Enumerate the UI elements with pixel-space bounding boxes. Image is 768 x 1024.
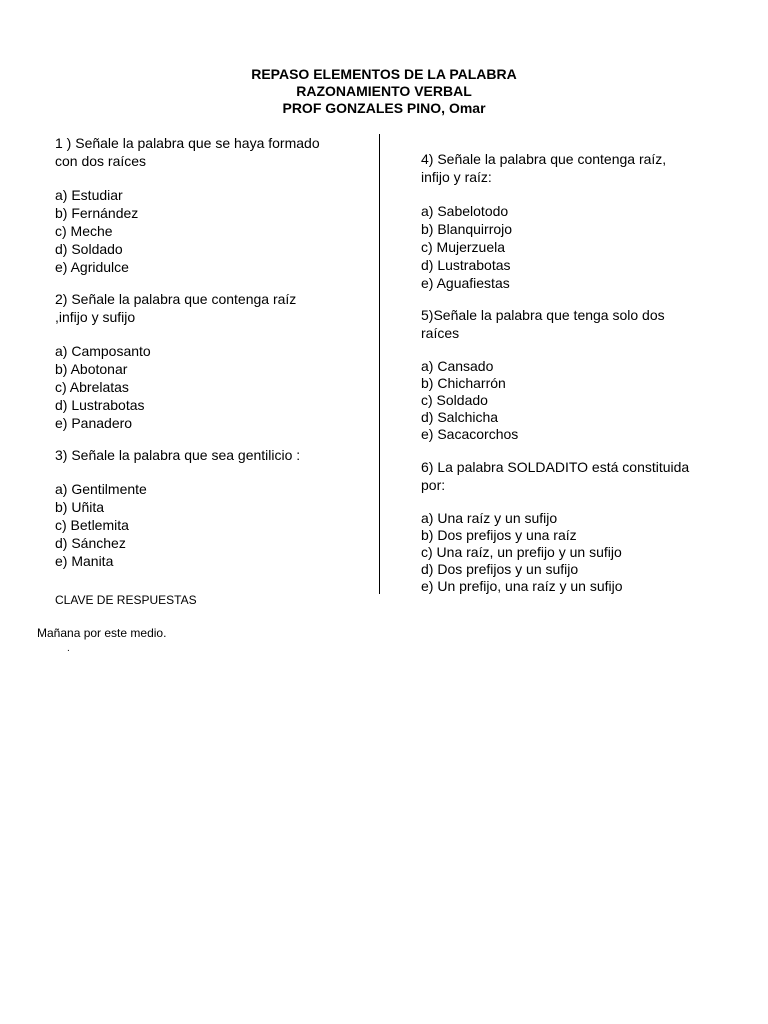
footer-note: Mañana por este medio.: [37, 626, 167, 640]
column-divider: [379, 134, 380, 594]
question-3-prompt-line-1: 3) Señale la palabra que sea gentilicio :: [55, 447, 301, 463]
question-5: [421, 306, 721, 458]
option-b: b) Abotonar: [55, 361, 128, 377]
option-a: a) Sabelotodo: [421, 203, 509, 219]
right-column: [421, 150, 721, 595]
question-2-prompt-line-2: ,infijo y sufijo: [55, 309, 136, 325]
question-2: [55, 290, 355, 446]
question-5-prompt-line-1: 5)Señale la palabra que tenga solo dos: [421, 307, 665, 323]
question-4-options: [421, 202, 721, 292]
option-b: b) Chicharrón: [421, 375, 506, 391]
option-a: a) Estudiar: [55, 187, 123, 203]
option-e: e) Aguafiestas: [421, 275, 510, 291]
option-d: d) Lustrabotas: [421, 257, 511, 273]
option-d: d) Salchicha: [421, 409, 499, 425]
option-e: e) Manita: [55, 553, 114, 569]
option-d: d) Lustrabotas: [55, 397, 145, 413]
question-5-prompt-line-2: raíces: [421, 325, 460, 341]
option-e: e) Sacacorchos: [421, 426, 519, 442]
question-4-prompt-line-1: 4) Señale la palabra que contenga raíz,: [421, 151, 667, 167]
question-2-prompt-line-1: 2) Señale la palabra que contenga raíz: [55, 291, 297, 307]
option-a: a) Gentilmente: [55, 481, 147, 497]
option-c: c) Soldado: [421, 392, 488, 408]
answer-key-heading: CLAVE DE RESPUESTAS: [55, 593, 197, 607]
option-e: e) Agridulce: [55, 259, 129, 275]
question-6: [421, 458, 721, 595]
question-4: [421, 150, 721, 306]
option-b: b) Uñita: [55, 499, 105, 515]
question-6-prompt-line-1: 6) La palabra SOLDADITO está constituida: [421, 459, 690, 475]
option-c: c) Betlemita: [55, 517, 129, 533]
document-header: [0, 66, 768, 117]
question-3-options: [55, 480, 355, 570]
option-c: c) Una raíz, un prefijo y un sufijo: [421, 544, 622, 560]
title-line-3: PROF GONZALES PINO, Omar: [282, 100, 486, 116]
left-column: [55, 134, 355, 570]
option-c: c) Mujerzuela: [421, 239, 506, 255]
title-line-2: RAZONAMIENTO VERBAL: [296, 83, 472, 99]
question-6-options: [421, 510, 721, 595]
option-b: b) Dos prefijos y una raíz: [421, 527, 577, 543]
option-d: d) Sánchez: [55, 535, 126, 551]
option-c: c) Abrelatas: [55, 379, 129, 395]
option-d: d) Soldado: [55, 241, 123, 257]
question-1-options: [55, 186, 355, 276]
question-3: [55, 446, 355, 570]
option-a: a) Cansado: [421, 358, 494, 374]
option-d: d) Dos prefijos y un sufijo: [421, 561, 579, 577]
stray-dot: .: [67, 643, 70, 654]
option-e: e) Un prefijo, una raíz y un sufijo: [421, 578, 623, 594]
question-6-prompt-line-2: por:: [421, 477, 446, 493]
question-5-options: [421, 358, 721, 443]
option-b: b) Fernández: [55, 205, 139, 221]
question-1-prompt-line-1: 1 ) Señale la palabra que se haya formado: [55, 135, 320, 151]
option-e: e) Panadero: [55, 415, 133, 431]
option-c: c) Meche: [55, 223, 113, 239]
question-1-prompt-line-2: con dos raíces: [55, 153, 147, 169]
option-b: b) Blanquirrojo: [421, 221, 513, 237]
option-a: a) Camposanto: [55, 343, 151, 359]
option-a: a) Una raíz y un sufijo: [421, 510, 558, 526]
title-line-1: REPASO ELEMENTOS DE LA PALABRA: [251, 66, 517, 82]
question-4-prompt-line-2: infijo y raíz:: [421, 169, 492, 185]
question-2-options: [55, 342, 355, 432]
question-1: [55, 134, 355, 290]
